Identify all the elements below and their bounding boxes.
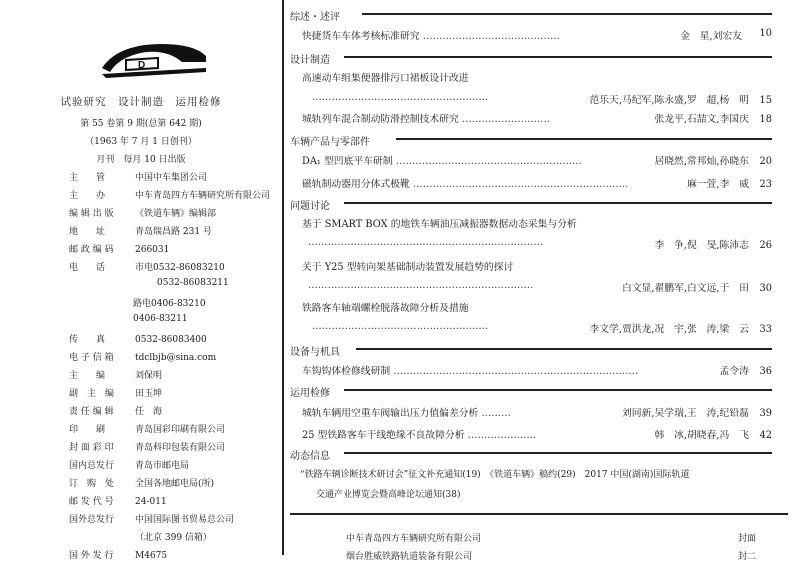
section-rule — [344, 452, 772, 454]
info-value: tdclbjb@sina.com — [135, 353, 217, 363]
section-rule — [362, 13, 772, 15]
page-number: 10 — [759, 28, 772, 39]
info-label: 邮 政 编 码 — [69, 245, 114, 255]
article-authors: 居晓然,常邦灿,孙晓东 — [654, 156, 749, 167]
info-row — [69, 188, 270, 201]
section-rule — [344, 56, 772, 58]
section-rule — [356, 348, 772, 350]
info-label: 副 主 编 — [69, 389, 115, 399]
founded-line: （1963 年 7 月 1 日创刊） — [85, 137, 197, 147]
article-title: 铁路客车轴端螺栓脱落故障分析及措施 — [302, 303, 469, 314]
toc-entry-continuation — [312, 321, 488, 332]
article-authors-page — [622, 405, 772, 419]
leader-dots: ……… — [481, 408, 511, 419]
masthead-panel — [0, 0, 282, 561]
section-title: 设备与机具 — [290, 347, 340, 358]
article-authors: 刘同新,吴学瑞,王 涛,纪铅磊 — [621, 408, 749, 419]
info-row — [69, 206, 216, 219]
info-row — [69, 494, 167, 507]
info-row — [69, 440, 225, 453]
info-value: 中国国际图书贸易总公司 — [135, 515, 235, 525]
article-authors-page — [654, 153, 772, 167]
article-authors-page — [589, 92, 772, 106]
info-row — [69, 260, 225, 273]
toc-entry[interactable] — [302, 70, 469, 84]
leader-dots: ………………… — [467, 430, 537, 441]
info-value: （北京 399 信箱） — [135, 533, 212, 543]
section-title: 动态信息 — [290, 451, 330, 462]
toc-entry[interactable] — [302, 300, 469, 314]
toc-entry[interactable] — [302, 111, 550, 125]
article-authors: 金 星,刘宏友 — [680, 31, 742, 42]
article-authors: 李 争,倪 旻,陈沛志 — [654, 240, 749, 251]
article-title: 关于 Y25 型转向架基础制动装置发展趋势的探讨 — [302, 262, 514, 273]
info-row — [69, 278, 229, 288]
section-title: 车辆产品与零部件 — [290, 137, 370, 148]
toc-entry-continuation — [308, 280, 533, 291]
news-notice[interactable]: 交通产业博览会暨高峰论坛通知(38) — [316, 490, 461, 500]
article-title: 25 型铁路客车干线绝缘不良故障分析 — [302, 430, 465, 441]
info-value: 青岛国彩印刷有限公司 — [135, 425, 226, 435]
info-row — [69, 530, 212, 543]
toc-entry-continuation — [308, 237, 543, 248]
article-title: DA₁ 型凹底平车研制 — [302, 156, 393, 167]
info-value: 田玉坤 — [135, 389, 163, 399]
info-row — [69, 512, 234, 525]
toc-entry[interactable] — [302, 28, 560, 42]
info-row — [69, 296, 206, 309]
journal-tagline: 试验研究 设计制造 运用检修 — [60, 96, 222, 108]
article-authors: 白文显,翟鹏军,白文远,于 田 — [621, 283, 749, 294]
toc-entry-continuation — [312, 92, 488, 103]
article-authors: 孟令涛 — [719, 366, 749, 377]
toc-entry[interactable] — [302, 153, 582, 167]
info-row — [69, 476, 214, 489]
section-rule — [344, 202, 772, 204]
page-number: 20 — [759, 156, 772, 167]
info-value: 《铁道车辆》编辑部 — [135, 209, 217, 219]
info-row — [69, 458, 189, 471]
info-label: 地 址 — [69, 227, 106, 237]
info-label: 电 子 信 箱 — [69, 353, 114, 363]
section-rule — [396, 138, 772, 140]
info-label: 传 真 — [69, 335, 106, 345]
page-number: 42 — [759, 430, 772, 441]
info-value: 青岛科印包装有限公司 — [135, 443, 226, 453]
info-value: 青岛瑞昌路 231 号 — [135, 227, 212, 237]
article-authors-page — [622, 280, 772, 294]
leader-dots: ……………………………………………… — [312, 321, 489, 332]
info-value: 中车青岛四方车辆研究所有限公司 — [135, 191, 271, 201]
info-row — [69, 422, 225, 435]
leader-dots: ……………………………………………… — [312, 92, 489, 103]
info-label: 订 购 处 — [69, 479, 115, 489]
article-title: 高速动车组集便器排污口裙板设计改进 — [302, 73, 469, 84]
article-authors-page — [589, 321, 772, 335]
info-value: 市电0532-86083210 — [135, 263, 225, 273]
info-label: 主 办 — [69, 191, 106, 201]
article-authors: 李文学,贾洪龙,况 宇,张 涛,梁 云 — [589, 324, 749, 335]
section-title: 问题讨论 — [290, 201, 330, 212]
page-number: 30 — [759, 283, 772, 294]
toc-entry[interactable] — [302, 427, 536, 441]
toc-entry[interactable] — [302, 176, 628, 190]
page-number: 15 — [759, 95, 772, 106]
article-authors: 麻一萱,李 威 — [686, 179, 749, 190]
info-row — [69, 242, 169, 255]
info-value: 266031 — [135, 245, 170, 255]
bottom-rule — [290, 513, 788, 515]
info-label: 责 任 编 辑 — [69, 407, 114, 417]
leader-dots: ……………………… — [461, 114, 551, 125]
info-label: 主 管 — [69, 173, 106, 183]
article-authors-page — [654, 427, 772, 441]
article-authors: 韩 冰,胡晓春,冯 飞 — [654, 430, 749, 441]
info-value: 任 海 — [135, 407, 163, 417]
article-authors-page — [687, 176, 772, 190]
leader-dots: …………………………………… — [422, 31, 560, 42]
info-value: 路电0406-83210 — [133, 299, 206, 309]
leader-dots: ………………………………………………………… — [412, 179, 629, 190]
info-row — [69, 224, 212, 237]
toc-entry[interactable] — [302, 405, 511, 419]
news-notice[interactable]: “铁路车辆诊断技术研讨会”征文补充通知(19) 《铁道车辆》稿约(29) 2017 中国(湖南)国际轨道 — [300, 470, 690, 480]
info-label: 编 辑 出 版 — [69, 209, 114, 219]
page-number: 33 — [759, 324, 772, 335]
info-value: 刘保明 — [135, 371, 163, 381]
info-value: 青岛市邮电局 — [135, 461, 190, 471]
article-authors: 范乐天,马纪军,陈永盛,罗 超,杨 明 — [589, 95, 749, 106]
info-row — [69, 170, 207, 183]
page-number: 18 — [759, 114, 772, 125]
info-row — [69, 350, 216, 363]
section-title: 综述・述评 — [290, 12, 340, 23]
info-value: 全国各地邮电局(所) — [135, 479, 215, 489]
leader-dots: …………………………………………………………… — [308, 280, 534, 291]
article-authors-page — [654, 111, 772, 125]
svg-text:D: D — [138, 60, 146, 71]
page-number: 36 — [759, 366, 772, 377]
advertiser-position: 封二 — [737, 552, 756, 562]
leader-dots: ………………………………………………… — [395, 156, 582, 167]
table-of-contents — [284, 0, 808, 562]
issue-line: 第 55 卷第 9 期(总第 642 期) — [80, 119, 202, 129]
info-row — [69, 404, 162, 417]
article-title: 城轨列车混合制动防滑控制技术研究 — [302, 114, 459, 125]
info-value: M4675 — [135, 551, 168, 561]
article-title: 城轨车辆用空重车阀输出压力值偏差分析 — [302, 408, 479, 419]
page-number: 23 — [759, 179, 772, 190]
info-value: 0532-86083400 — [135, 335, 207, 345]
article-title: 快捷货车车体考核标准研究 — [302, 31, 420, 42]
toc-entry[interactable] — [302, 363, 638, 377]
info-value: 0532-86083211 — [157, 278, 229, 288]
section-title: 运用检修 — [290, 388, 330, 399]
info-label: 印 刷 — [69, 425, 106, 435]
article-title: 车钩钩体检修线研制 — [302, 366, 391, 377]
info-row — [69, 368, 162, 381]
article-authors-page — [654, 237, 772, 251]
info-label: 国内总发行 — [69, 461, 115, 471]
info-label: 封 面 彩 印 — [69, 443, 114, 453]
advertiser-position: 封面 — [737, 534, 756, 544]
page-number: 39 — [759, 408, 772, 419]
advertiser-name: 中车青岛四方车辆研究所有限公司 — [346, 534, 482, 544]
journal-logo — [98, 38, 210, 82]
toc-entry[interactable] — [302, 259, 513, 273]
info-label: 主 编 — [69, 371, 106, 381]
info-label: 电 话 — [69, 263, 106, 273]
info-value: 24-011 — [135, 497, 167, 507]
info-value: 0406-83211 — [133, 314, 188, 324]
toc-entry[interactable] — [302, 216, 577, 230]
article-title: 磁轨制动器用分体式极靴 — [302, 179, 410, 190]
advertiser-name: 烟台胜威铁路轨道装备有限公司 — [346, 552, 473, 562]
frequency-line: 月刊 每月 10 日出版 — [96, 155, 186, 165]
section-title: 设计制造 — [290, 55, 330, 66]
leader-dots: ……………………………………………………………… — [308, 237, 544, 248]
info-row — [69, 314, 188, 324]
info-row — [69, 386, 162, 399]
leader-dots: ………………………………………………………………… — [393, 366, 639, 377]
info-value: 中国中车集团公司 — [135, 173, 208, 183]
page-number: 26 — [759, 240, 772, 251]
info-label: 邮 发 代 号 — [69, 497, 114, 507]
article-title: 基于 SMART BOX 的地铁车辆油压减振器数据动态采集与分析 — [302, 219, 577, 230]
section-rule — [344, 389, 772, 391]
article-authors-page — [719, 363, 772, 377]
article-authors: 张龙平,石喆文,李国庆 — [654, 114, 749, 125]
info-row — [69, 332, 207, 345]
info-label: 国外总发行 — [69, 515, 115, 525]
info-label: 国 外 发 行 — [69, 551, 114, 561]
